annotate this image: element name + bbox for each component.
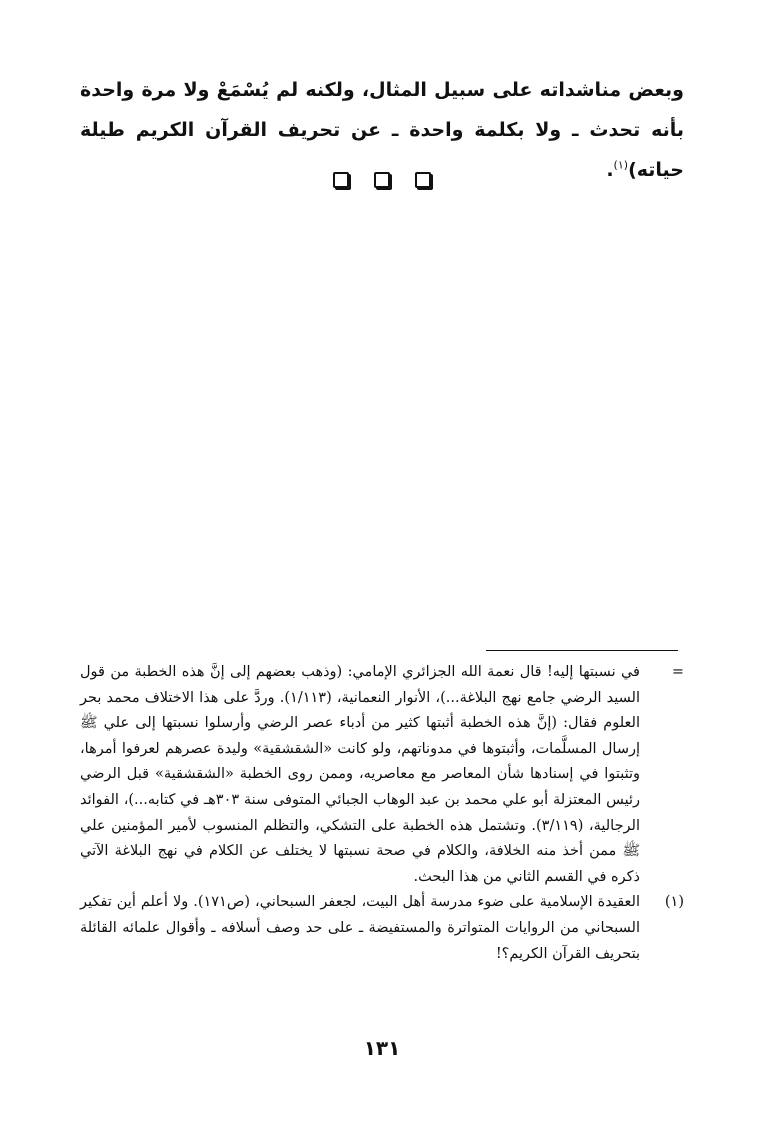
main-paragraph-text: وبعض مناشداته على سبيل المثال، ولكنه لم يُسْمَعْ ولا مرة واحدة بأنه تحدث ـ ولا بكلمة واحدة ـ عن تحريف القرآن الكريم طيلة حياته) [80, 79, 684, 181]
separator-box-icon [333, 172, 349, 188]
separator-box-icon [374, 172, 390, 188]
footnote-continuation-text: في نسبتها إليه! قال نعمة الله الجزائري الإمامي: (وذهب بعضهم إلى إنَّ هذه الخطبة من قول السيد الرضي جامع نهج البلاغة...)، الأنوار النعمانية، (١/١١٣). وردَّ على هذا الاختلاف محمد بحر العلوم فقال: (إنَّ هذه الخطبة أثبتها كثير من أدباء عصر الرضي وأرسلوا نسبتها إلى علي ﷺ إرسال المسلَّمات، وأثبتوها في مدوناتهم، ولو كانت «الشقشقية» وليدة عصرهم لعرفوا أمرها، وتثبتوا في إسنادها شأن المعاصر مع معاصريه، وممن روى الخطبة «الشقشقية» قبل الرضي رئيس المعتزلة أبو علي محمد بن عبد الوهاب الجبائي المتوفى سنة ٣٠٣هـ في كتابه...)، الفوائد الرجالية، (٣/١١٩). وتشتمل هذه الخطبة على التشكي، والتظلم المنسوب لأمير المؤمنين علي ﷺ ممن أخذ منه الخلافة، والكلام في صحة نسبتها لا يختلف عن الكلام في نهج البلاغة الآتي ذكره في القسم الثاني من هذا البحث. [80, 664, 640, 885]
footnote-continuation [80, 660, 684, 890]
section-separator [0, 172, 764, 192]
footnotes-section [80, 660, 684, 967]
footnote-1 [80, 890, 684, 967]
footnote-divider [486, 650, 678, 651]
page-number: ١٣١ [363, 1036, 401, 1060]
footnote-continuation-marker: = [671, 664, 684, 680]
footnote-1-text: العقيدة الإسلامية على ضوء مدرسة أهل البيت، لجعفر السبحاني، (ص١٧١). ولا أعلم أين تفكير السبحاني من الروايات المتواترة والمستفيضة ـ على حد وصف أسلافه ـ وأقوال علمائه القائلة بتحريف القرآن الكريم؟! [80, 894, 640, 962]
main-paragraph-end: . [606, 159, 614, 181]
separator-box-icon [415, 172, 431, 188]
footnote-reference[interactable]: (١) [613, 158, 629, 172]
footnote-1-marker: (١) [664, 894, 684, 911]
